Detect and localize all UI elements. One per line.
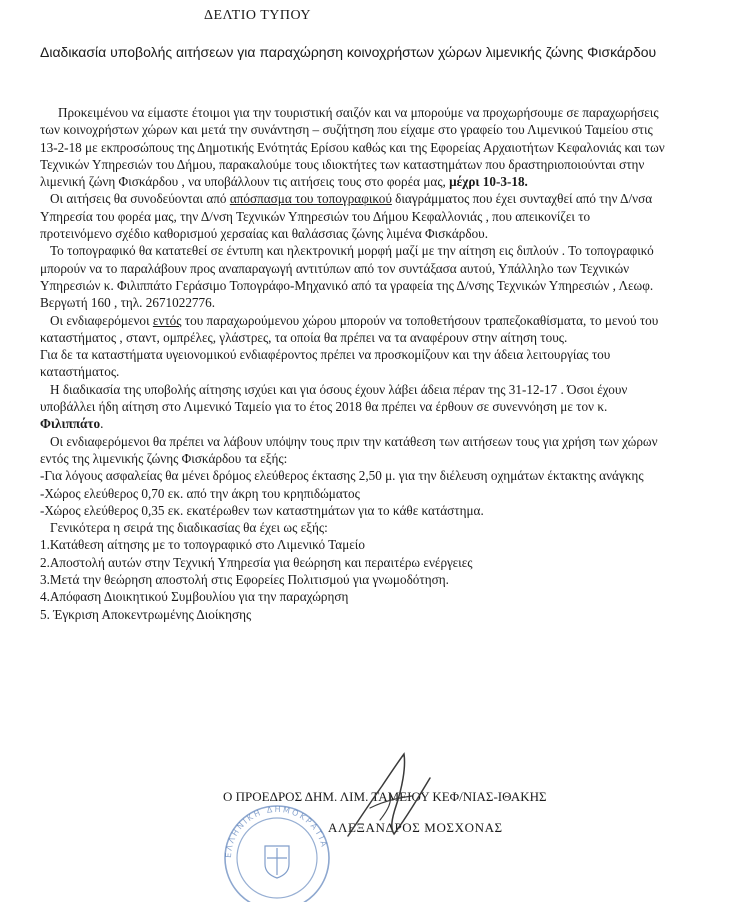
step-item: 1.Κατάθεση αίτησης με το τοπογραφικό στο Λιμενικό Ταμείο <box>40 537 365 553</box>
document-subject: Διαδικασία υποβολής αιτήσεων για παραχώρηση κοινοχρήστων χώρων λιμενικής ζώνης Φισκάρδου <box>40 44 657 60</box>
rule-quay-space: -Χώρος ελεύθερος 0,70 εκ. από την άκρη του κρηπιδώματος <box>40 485 360 501</box>
seal-text: ΕΛΛΗΝΙΚΗ ΔΗΜΟΚΡΑΤΙΑ <box>223 804 329 859</box>
paragraph-intro-text: Προκειμένου να είμαστε έτοιμοι για την τουριστική σαιζόν και να μπορούμε να προχωρήσουμε σε παραχωρήσεις των κοινοχρήστων χώρων και μετά την συνάντηση – συζήτηση που είχαμε στο γραφείο του Λιμενικού Ταμείου στις 13-2-18 με εκπροσώπους της Δημοτικής Ενότητάς Ερίσου καθώς και της Εφορείας Αρχαιοτήτων Κεφαλονιάς και των Τεχνικών Υπηρεσιών του Δήμου, παρακαλούμε τους ιδιοκτήτες των καταστημάτων που δραστηριοποιούνται στην λιμενική ζώνη Φισκάρδου , να υποβάλλουν τις αιτήσεις τους στο φορέα μας, <box>40 105 665 190</box>
paragraph-attachments-text-a: Οι αιτήσεις θα συνοδεύονται από <box>50 191 230 207</box>
paragraph-intro <box>40 104 665 190</box>
step-item: 5. Έγκριση Αποκεντρωμένης Διοίκησης <box>40 606 252 622</box>
handwritten-signature <box>320 748 450 843</box>
signatory-role: Ο ΠΡΟΕΔΡΟΣ ΔΗΜ. ΛΙΜ. ΤΑΜΕΙΟΥ ΚΕΦ/ΝΙΑΣ-ΙΘΑΚΗΣ <box>223 789 547 804</box>
paragraph-topographic: Το τοπογραφικό θα κατατεθεί σε έντυπη και ηλεκτρονική μορφή μαζί με την αίτηση εις διπλούν . Το τοπογραφικό μπορούν να το παραλάβουν προς αναπαραγωγή αντιτύπων από τον συντάξασα αυτού, Υπάλληλο των Τεχνικών Υπηρεσιών κ. Φιλιππάτο Γεράσιμο Τοπογράφο-Μηχανικό από τα γραφεία της Δ/νσης Τεχνικών Υπηρεσιών , Λεωφ. Βεργωτή 160 , τηλ. 2671022776. <box>40 243 654 311</box>
paragraph-interested-text-b: του παραχωρούμενου χώρου μπορούν να τοποθετήσουν τραπεζοκαθίσματα, το μενού του καταστήματος , σταντ, ομπρέλες, γλάστρες, τα οποία θα πρέπει να τα αναφέρουν στην αίτηση τους. <box>40 312 659 345</box>
rule-safety-road: -Για λόγους ασφαλείας θα μένει δρόμος ελεύθερος έκτασης 2,50 μ. για την διέλευση οχημάτων έκτακτης ανάγκης <box>40 468 644 484</box>
underlined-excerpt: απόσπασμα του τοπογραφικού <box>229 191 392 207</box>
paragraph-health-stores: Για δε τα καταστήματα υγειονομικού ενδιαφέροντος πρέπει να προσκομίζουν και την άδεια λειτουργίας του καταστήματος. <box>40 347 611 380</box>
paragraph-interested-text-a: Οι ενδιαφερόμενοι <box>50 312 153 328</box>
step-item: 3.Μετά την θεώρηση αποστολή στις Εφορείες Πολιτισμού για γνωμοδότηση. <box>40 572 449 588</box>
paragraph-attachments <box>40 190 665 242</box>
underlined-within: εντός <box>152 312 182 328</box>
paragraph-attachments-text-b: διαγράμματος που έχει συνταχθεί από την Δ/νσα Υπηρεσία του φορέα μας, την Δ/νση Τεχνικών Υπηρεσιών του Δήμου Κεφαλλονιάς , που απεικονίζει το προτεινόμενο σχέδιο καθορισμού χερσαίας και θαλάσσιας ζώνης λιμένα Φισκάρδου. <box>40 191 653 242</box>
document-body <box>40 104 665 623</box>
deadline-period: . <box>524 174 528 190</box>
contact-name: Φιλιππάτο <box>40 416 101 432</box>
paragraph-procedure <box>40 381 665 433</box>
rule-shop-space: -Χώρος ελεύθερος 0,35 εκ. εκατέρωθεν των καταστημάτων για το κάθε κατάστημα. <box>40 502 484 518</box>
document-title: ΔΕΛΤΙΟ ΤΥΠΟΥ <box>204 8 312 23</box>
paragraph-procedure-text-a: Η διαδικασία της υποβολής αίτησης ισχύει και για όσους έχουν λάβει άδεια πέραν της 31-12-17 . Όσοι έχουν υποβάλλει ήδη αίτηση στο Λιμενικό Ταμείο για το έτος 2018 θα πρέπει να έρθουν σε συνεννόηση με τον κ. <box>40 381 628 415</box>
signatory-name: ΑΛΕΞΑΝΔΡΟΣ ΜΟΣΧΟΝΑΣ <box>328 820 503 835</box>
deadline-text: μέχρι 10-3-18 <box>449 174 525 190</box>
step-item: 4.Απόφαση Διοικητικού Συμβουλίου για την παραχώρηση <box>40 589 349 605</box>
paragraph-procedure-end: . <box>100 416 104 432</box>
paragraph-requirements: Οι ενδιαφερόμενοι θα πρέπει να λάβουν υπόψην τους πριν την κατάθεση των αιτήσεων τους για χρήση των χώρων εντός της λιμενικής ζώνης Φισκάρδου τα εξής: <box>40 433 658 466</box>
paragraph-order: Γενικότερα η σειρά της διαδικασίας θα έχει ως εξής: <box>50 520 328 536</box>
paragraph-interested <box>40 312 665 347</box>
step-item: 2.Αποστολή αυτών στην Τεχνική Υπηρεσία για θεώρηση και περαιτέρω ενέργειες <box>40 554 473 570</box>
